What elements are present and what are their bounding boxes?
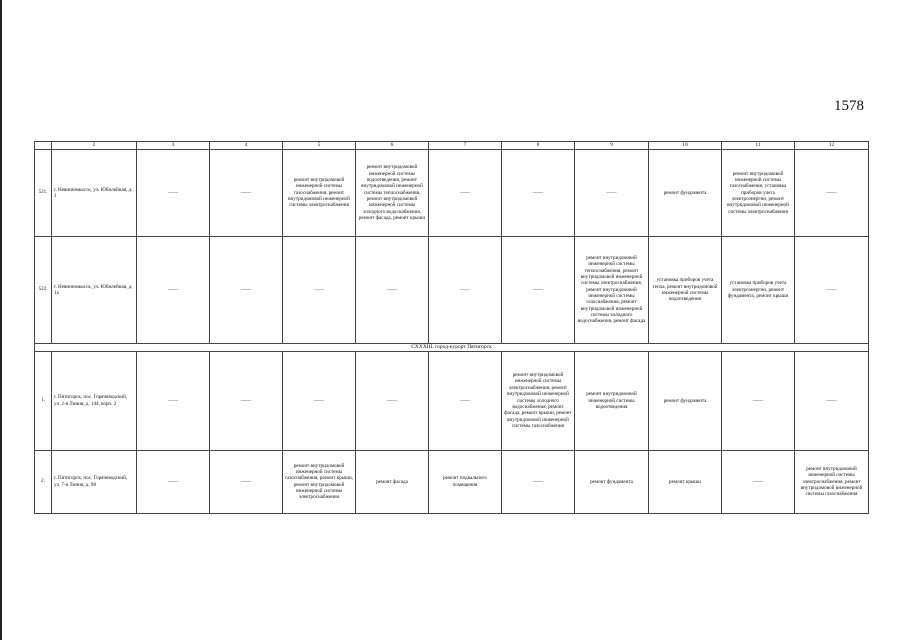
col-header: [35, 142, 52, 150]
row-number: 2.: [35, 450, 52, 513]
cell: ——: [210, 236, 283, 343]
col-header: 11: [722, 142, 795, 150]
row-address: г. Невинномысск, ул. Юбилейная, д. 1а: [52, 236, 137, 343]
cell: ——: [356, 236, 429, 343]
cell: ——: [502, 450, 575, 513]
section-title: СXXXIII. город-курорт Пятигорск: [35, 343, 869, 351]
table-row: [35, 236, 869, 343]
col-header: 10: [649, 142, 722, 150]
row-address: г. Невинномысск, ул. Юбилейная, д. 1: [52, 149, 137, 236]
repair-program-table: [34, 141, 869, 514]
cell: ——: [502, 236, 575, 343]
cell: ——: [137, 149, 210, 236]
cell: установка приборов учета тепла, ремонт внутридомовой инженерной системы водоотведения: [649, 236, 722, 343]
col-header: 4: [210, 142, 283, 150]
cell: ——: [210, 149, 283, 236]
cell: ремонт фундамента: [575, 450, 649, 513]
col-header: 12: [795, 142, 869, 150]
cell: ——: [795, 236, 869, 343]
cell: ——: [575, 149, 649, 236]
cell: ——: [722, 351, 795, 450]
cell: ——: [210, 351, 283, 450]
col-header: 9: [575, 142, 649, 150]
table-row: [35, 351, 869, 450]
cell: ремонт фундамента: [649, 149, 722, 236]
cell: ремонт фундамента: [649, 351, 722, 450]
cell: ——: [283, 236, 356, 343]
cell: ремонт крыши: [649, 450, 722, 513]
cell: ремонт внутридомовой инженерной системы водоотведения, ремонт внутридомовой инженерной системы теплоснабжения, ремонт внутридомовой инженерной системы холодного водоснабжения, ремонт фасада, ремонт крыши: [356, 149, 429, 236]
row-address: г. Пятигорск, пос. Горячеводский, ул. 2-я Линия, д. 144, корп. 2: [52, 351, 137, 450]
cell: установка приборов учета электроэнергии, ремонт фундамента, ремонт крыши: [722, 236, 795, 343]
cell: ——: [429, 236, 502, 343]
row-number: 1.: [35, 351, 52, 450]
cell: ——: [210, 450, 283, 513]
col-header: 2: [52, 142, 137, 150]
row-number: 522.: [35, 236, 52, 343]
cell: ——: [722, 450, 795, 513]
col-header: 8: [502, 142, 575, 150]
row-address: г. Пятигорск, пос. Горячеводский, ул. 7-я Линия, д. 98: [52, 450, 137, 513]
row-number: 521.: [35, 149, 52, 236]
cell: ремонт внутридомовой инженерной системы газоснабжения, установка приборов учета электроэнергии, ремонт внутридомовой инженерной системы электроснабжения: [722, 149, 795, 236]
table-row: [35, 450, 869, 513]
cell: ремонт внутридомовой инженерной системы газоснабжения, ремонт внутридомовой инженерной системы электроснабжения: [283, 149, 356, 236]
cell: ремонт внутридомовой инженерной системы водоотведения: [575, 351, 649, 450]
cell: ——: [429, 149, 502, 236]
col-header: 5: [283, 142, 356, 150]
cell: ——: [795, 351, 869, 450]
section-row: [35, 343, 869, 351]
column-number-row: [35, 142, 869, 150]
cell: ——: [137, 450, 210, 513]
page-number: 1578: [834, 98, 864, 114]
col-header: 6: [356, 142, 429, 150]
cell: ——: [356, 351, 429, 450]
col-header: 3: [137, 142, 210, 150]
cell: ——: [795, 149, 869, 236]
cell: ремонт подвального помещения: [429, 450, 502, 513]
cell: ремонт внутридомовой инженерной системы газоснабжения, ремонт крыши, ремонт внутридомовой инженерной системы электроснабжения: [283, 450, 356, 513]
table-row: [35, 149, 869, 236]
cell: ——: [137, 236, 210, 343]
cell: ремонт внутридомовой инженерной системы теплоснабжения, ремонт внутридомовой инженерной системы электроснабжения, ремонт внутридомовой инженерной системы газоснабжения, ремонт внутридомовой инженерной системы холодного водоснабжения, ремонт фасада: [575, 236, 649, 343]
cell: ——: [137, 351, 210, 450]
cell: ремонт внутридомовой инженерной системы электроснабжения, ремонт внутридомовой инженерной системы газоснабжения: [795, 450, 869, 513]
cell: ——: [429, 351, 502, 450]
cell: ——: [502, 149, 575, 236]
cell: ремонт фасада: [356, 450, 429, 513]
scan-left-edge: [0, 0, 2, 640]
cell: ——: [283, 351, 356, 450]
col-header: 7: [429, 142, 502, 150]
cell: ремонт внутридомовой инженерной системы электроснабжения, ремонт внутридомовой инженерной системы холодного водоснабжения, ремонт фасада, ремонт крыши, ремонт внутридомовой инженерной системы газоснабжения: [502, 351, 575, 450]
